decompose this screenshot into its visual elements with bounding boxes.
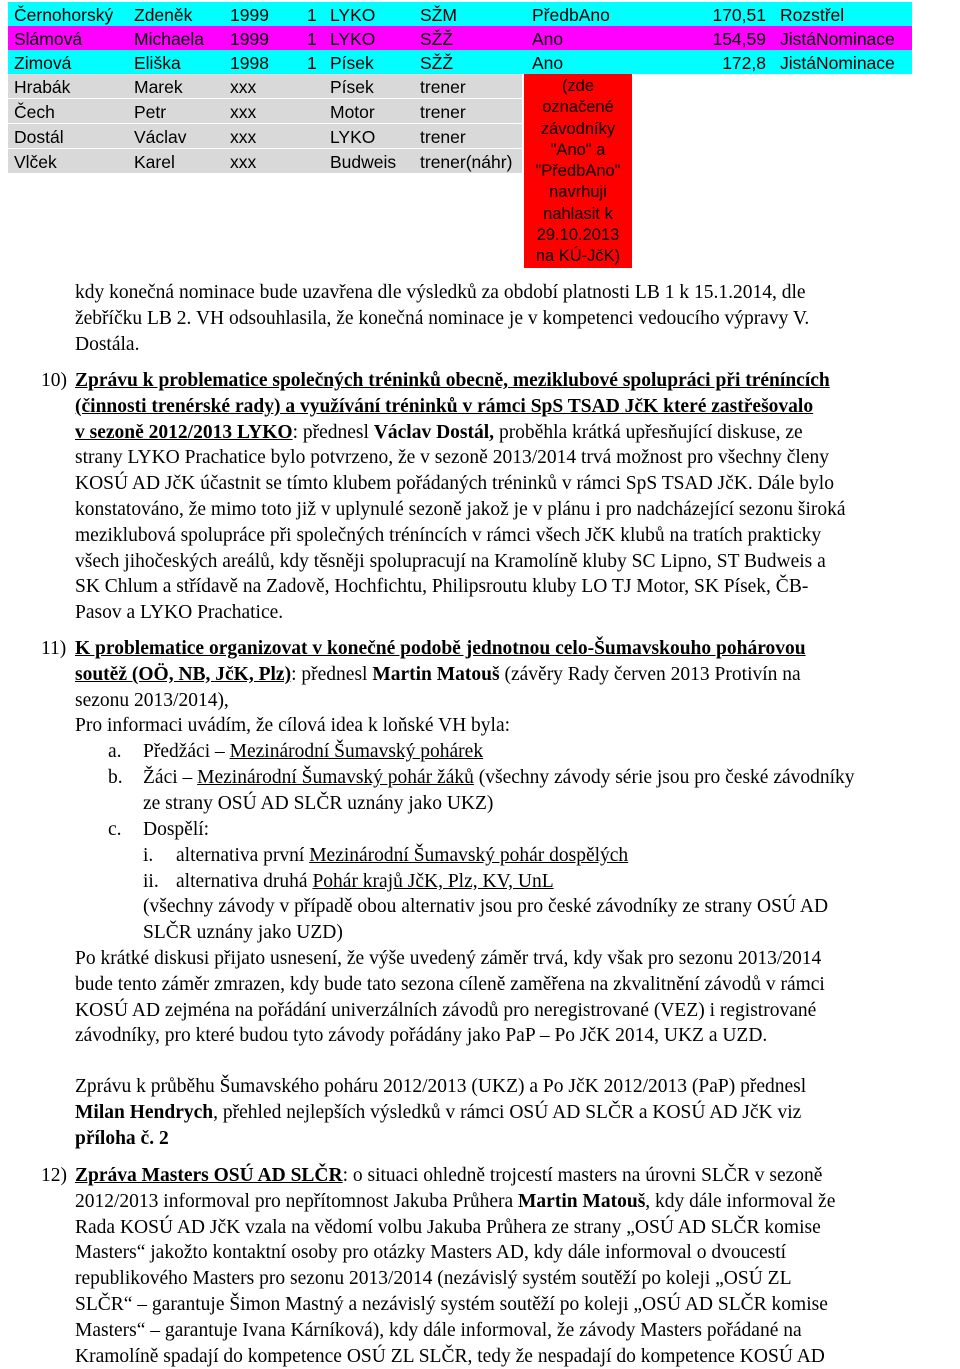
cell-rok: xxx [230,102,257,122]
cup-name: Mezinárodní Šumavský pohárek [229,741,484,762]
item-title: K problematice organizovat v konečné podobě jednotnou celo-Šumavskouho pohárovou [75,638,806,659]
cup-name: Mezinárodní Šumavský pohár dospělých [309,845,629,866]
cell-rok: 1999 [230,5,269,25]
cell-prijmeni: Vlček [14,152,57,172]
text-line: SLČR uznány jako UZD) [143,922,343,943]
item-title: (činnosti trenérské rady) a využívání tréninků v rámci SpS TSAD JčK které zastřešovalo [75,395,814,417]
cell-oddil: LYKO [330,29,376,49]
text-line: meziklubová spolupráce při společných tréníncích v rámci všech JčK klubů na tratích prakticky [75,524,822,546]
text-line: Dostála. [75,333,140,355]
cell-rok: xxx [230,77,257,97]
list-marker: ii. [143,871,159,892]
item-number: 10) [41,370,67,391]
cell-jmeno: Petr [134,102,167,122]
item-number: 12) [41,1165,67,1186]
cell-prijmeni: Hrabák [14,77,71,97]
list-item: Žáci – Mezinárodní Šumavský pohár žáků (všechny závody série jsou pro české závodníky [143,767,855,788]
cell-prijmeni: Černohorský [14,5,114,25]
cup-name: Pohár krajů JčK, Plz, KV, UnL [312,871,554,892]
cell-poradi: 1 [307,29,317,49]
list-item: Dospělí: [143,819,210,840]
text-line: konstatováno, že mimo toto již v uplynulé sezoně jakož je v plánu i pro nadcházející sezonu široká [75,498,846,520]
note-line: závodníky [540,119,616,138]
cell-oddil: Budweis [330,152,397,172]
text-line: KOSÚ AD JčK účastnit se tímto klubem pořádaných tréninků v rámci SpS TSAD JčK. Dále bylo [75,473,834,495]
cell-body: 154,59 [712,29,766,49]
note-line: 29.10.2013 [536,226,620,245]
cell-prijmeni: Čech [14,102,55,122]
text-line: republikového Masters pro sezonu 2013/2014 (nezávislý systém soutěží po koleji „OSÚ ZL [75,1268,792,1290]
cell-kat: SŽŽ [420,29,454,49]
text-line: Pro informaci uvádím, že cílová idea k loňské VH byla: [75,715,511,737]
cell-pozn: JistáNominace [780,53,895,73]
cell-jmeno: Karel [134,152,175,172]
cell-rok: xxx [230,127,257,147]
text-line: SLČR“ – garantuje Šimon Mastný a nezávislý systém soutěží po koleji „OSÚ AD SLČR komise [75,1293,828,1315]
cell-prijmeni: Zimová [14,53,72,73]
text-line: všech jihočeských areálů, kdy těsněji spolupracují na Kramolíně kluby SC Lipno, ST Budweis a [75,550,826,572]
cell-stav: Ano [532,29,564,49]
text-line: závodníky, pro které budou tyto závody pořádány jako PaP – Po JčK 2014, UKZ a UZD. [75,1025,768,1047]
text-line: strany LYKO Prachatice bylo potvrzeno, že v sezoně 2013/2014 trvá možnost pro všechny členy [75,447,829,469]
list-item: alternativa první Mezinárodní Šumavský pohár dospělých [176,845,629,866]
cell-prijmeni: Dostál [14,127,64,147]
presenter-name: Václav Dostál, [373,421,495,443]
note-line: na KÚ-JčK) [535,247,621,266]
item-title: v sezoně 2012/2013 LYKO [75,421,293,443]
cell-poradi: 1 [307,53,317,73]
cell-jmeno: Michaela [134,29,205,49]
list-marker: i. [143,845,154,866]
cell-kat: trener [420,77,466,97]
list-item: alternativa druhá Pohár krajů JčK, Plz, KV, UnL [176,871,554,892]
text-line: bude tento záměr zmrazen, kdy bude tato sezona cíleně zaměřena na zkvalitnění závodů v rámci [75,973,825,995]
list-marker: b. [108,767,123,788]
cell-jmeno: Zdeněk [134,5,193,25]
text-line: Po krátké diskusi přijato usnesení, že výše uvedený záměr trvá, kdy však pro sezonu 2013/2014 [75,948,822,969]
nomination-note-text [524,76,632,268]
table-row [8,26,912,50]
item-number: 11) [41,638,67,659]
list-marker: a. [108,741,122,762]
cell-kat: trener(náhr) [420,152,513,172]
cell-stav: PředbAno [532,5,610,25]
cell-prijmeni: Slámová [14,29,83,49]
cell-rok: xxx [230,152,257,172]
intro-paragraph [75,280,960,357]
cell-body: 170,51 [712,5,766,25]
cell-kat: SŽŽ [420,53,454,73]
cell-rok: 1998 [230,53,269,73]
note-line: navrhuji [549,183,607,202]
table-row [8,74,522,98]
cell-kat: trener [420,102,466,122]
text-line: Kramolíně spadají do kompetence OSÚ ZL SLČR, tedy že nespadají do kompetence KOSÚ AD [75,1345,825,1367]
text-line: ze strany OSÚ AD SLČR uznány jako UKZ) [143,793,494,814]
attachment-ref: příloha č. 2 [75,1127,169,1149]
cell-jmeno: Václav [134,127,187,147]
item-10: Zprávu k problematice společných tréninků obecně, meziklubové spolupráci při tréníncích (činnosti trenérské rady) a využívání tréninků v rámci SpS TSAD JčK které zastřešovalo v sezoně 2012/2013 LYKO: přednesl Václav Dostál, proběhla krátká upřesňující diskuse, ze strany LYKO Prachatice bylo potvrzeno, že v sezoně 2013/2014 trvá možnost pro všechny členy KOSÚ AD JčK účastnit se tímto klubem pořádaných tréninků v rámci SpS TSAD JčK. Dále bylo konstatováno, že mimo toto již v uplynulé sezoně jakož je v plánu i pro nadcházející sezonu široká meziklubová spolupráce při společných tréníncích v rámci všech JčK klubů na tratích prakticky všech jihočeských areálů, kdy těsněji spolupracují na Kramolíně kluby SC Lipno, ST Budweis a SK Chlum a střídavě na Zadově, Hochfichtu, Philipsroutu kluby LO TJ Motor, SK Písek, ČB- Pasov a LYKO Prachatice. [75,368,960,626]
presenter-name: Milan Hendrych [75,1101,214,1123]
text-line: Zprávu k průběhu Šumavského poháru 2012/2013 (UKZ) a Po JčK 2012/2013 (PaP) přednesl [75,1076,807,1097]
presenter-name: Martin Matouš [518,1190,646,1212]
cell-kat: SŽM [420,5,457,25]
note-line: nahlasit k [543,204,613,223]
list-marker: c. [108,819,122,840]
text-line: žebříčku LB 2. VH odsouhlasila, že konečná nominace je v kompetenci vedoucího výpravy V. [75,307,810,329]
item-12: Zpráva Masters OSÚ AD SLČR: o situaci ohledně trojcestí masters na úrovni SLČR v sezoně 2012/2013 informoval pro nepřítomnost Jakuba Průhera Martin Matouš, kdy dále informoval že Rada KOSÚ AD JčK vzala na vědomí volbu Jakuba Průhera ze strany „OSÚ AD SLČR komise Masters“ jakožto kontaktní osoby pro otázky Masters AD, kdy dále informoval o dvoucestí republikového Masters pro sezonu 2013/2014 (nezávislý systém soutěží po koleji „OSÚ ZL SLČR“ – garantuje Šimon Mastný a nezávislý systém soutěží po koleji „OSÚ AD SLČR komise Masters“ – garantuje Ivana Kárníková), kdy dále informoval, že závody Masters pořádané na Kramolíně spadají do kompetence OSÚ ZL SLČR, tedy že nespadají do kompetence KOSÚ AD [75,1163,960,1369]
cell-oddil: Písek [330,53,374,73]
item-11: K problematice organizovat v konečné podobě jednotnou celo-Šumavskouho pohárovou soutěž (OÖ, NB, JčK, Plz): přednesl Martin Matouš (závěry Rady červen 2013 Protivín na sezonu 2013/2014), Pro informaci uvádím, že cílová idea k loňské VH byla: [75,636,960,739]
text-line: SK Chlum a střídavě na Zadově, Hochfichtu, Philipsroutu kluby LO TJ Motor, SK Písek, ČB- [75,576,809,598]
text-line: kdy konečná nominace bude uzavřena dle výsledků za období platnosti LB 1 k 15.1.2014, dle [75,282,806,303]
cup-name: Mezinárodní Šumavský pohár žáků [197,767,474,788]
presenter-name: Martin Matouš [372,663,500,685]
note-line: označené [542,98,614,117]
cell-rok: 1999 [230,29,269,49]
report-paragraph: Zprávu k průběhu Šumavského poháru 2012/2013 (UKZ) a Po JčK 2012/2013 (PaP) přednesl Milan Hendrych, přehled nejlepších výsledků v rámci OSÚ AD SLČR a KOSÚ AD JčK viz příloha č. 2 [75,1074,960,1151]
table-row [8,149,522,173]
cell-jmeno: Eliška [134,53,181,73]
note-line: "PředbAno" [535,162,621,181]
table-row [8,99,522,123]
item-title: Zpráva Masters OSÚ AD SLČR [75,1165,343,1186]
table-row [8,2,912,26]
cell-oddil: LYKO [330,5,376,25]
cell-oddil: Písek [330,77,374,97]
nomination-note [524,74,632,268]
cell-oddil: Motor [330,102,375,122]
cell-pozn: Rozstřel [780,5,845,25]
note-line: (zde [561,77,595,95]
table-row [8,50,912,74]
text-line: Pasov a LYKO Prachatice. [75,602,284,624]
text-line: Masters“ jakožto kontaktní osoby pro otázky Masters AD, kdy dále informoval o dvoucestí [75,1242,787,1264]
cell-body: 172,8 [722,53,766,73]
item-title: soutěž (OÖ, NB, JčK, Plz) [75,663,292,685]
cell-pozn: JistáNominace [780,29,895,49]
text-line: (všechny závody v případě obou alternativ jsou pro české závodníky ze strany OSÚ AD [143,896,829,917]
note-line: "Ano" a [550,140,606,159]
list-item: Předžáci – Mezinárodní Šumavský pohárek [143,741,484,762]
text-line: sezonu 2013/2014), [75,689,229,711]
cell-stav: Ano [532,53,564,73]
cell-jmeno: Marek [134,77,183,97]
cell-kat: trener [420,127,466,147]
text-line: Masters“ – garantuje Ivana Kárníková), kdy dále informoval, že závody Masters pořádané na [75,1319,802,1341]
text-line: Rada KOSÚ AD JčK vzala na vědomí volbu Jakuba Průhera ze strany „OSÚ AD SLČR komise [75,1216,821,1238]
text-line: KOSÚ AD zejména na pořádání univerzálních závodů pro neregistrované (VEZ) i registrované [75,999,817,1021]
cell-oddil: LYKO [330,127,376,147]
item-title: Zprávu k problematice společných tréninků obecně, meziklubové spolupráci při tréníncích [75,370,830,391]
resolution-paragraph [75,946,960,1049]
table-row [8,124,522,148]
cell-poradi: 1 [307,5,317,25]
